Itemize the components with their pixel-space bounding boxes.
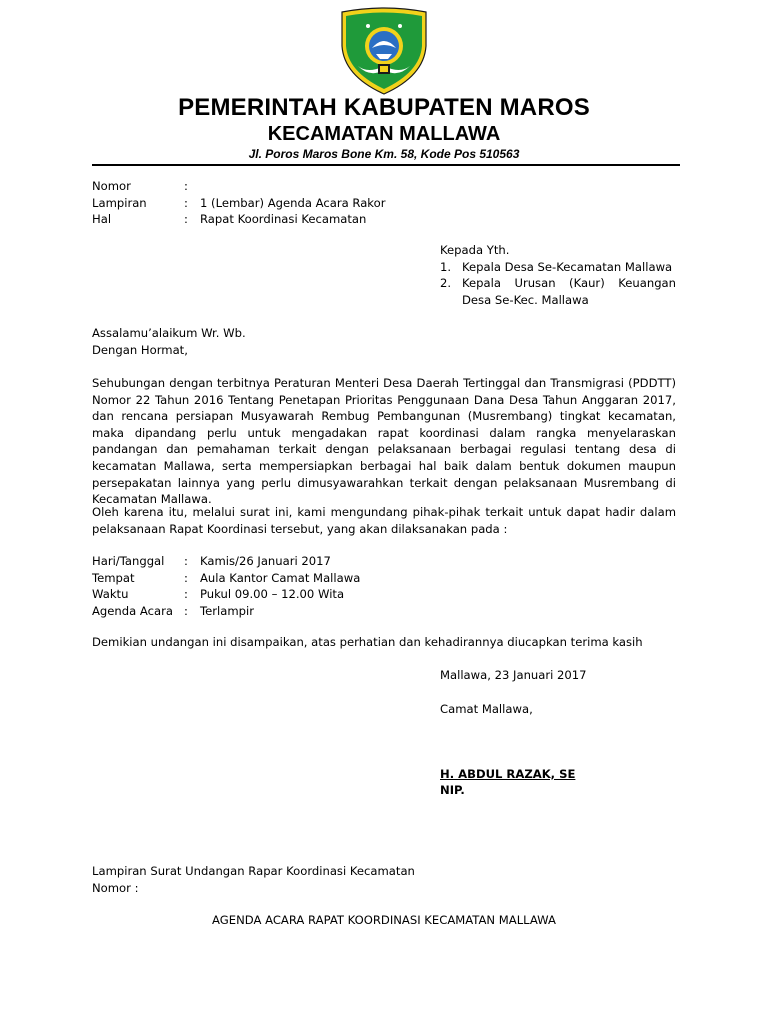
schedule-row	[92, 553, 492, 570]
meta-row-hal	[92, 211, 492, 228]
hormat-line: Dengan Hormat,	[92, 342, 188, 357]
meta-row-nomor	[92, 178, 492, 195]
colon: :	[184, 603, 188, 618]
schedule-label: Tempat	[92, 570, 135, 585]
schedule-label: Agenda Acara	[92, 603, 173, 618]
colon: :	[184, 195, 188, 210]
greeting	[92, 325, 682, 358]
recipients-heading: Kepada Yth.	[440, 243, 510, 257]
attachment-title: Lampiran Surat Undangan Rapar Koordinasi Kecamatan	[92, 864, 415, 878]
schedule-value: Terlampir	[200, 603, 254, 618]
letter-meta	[92, 178, 492, 228]
hal-label: Hal	[92, 212, 112, 227]
salam-line: Assalamu’alaikum Wr. Wb.	[92, 326, 246, 340]
hal-value: Rapat Koordinasi Kecamatan	[200, 212, 367, 227]
office-address: Jl. Poros Maros Bone Km. 58, Kode Pos 510563	[248, 147, 520, 161]
colon: :	[184, 570, 188, 585]
closing-sentence: Demikian undangan ini disampaikan, atas perhatian dan kehadirannya diucapkan terima kasih	[92, 635, 643, 649]
recipient-text-continued: Desa Se-Kec. Mallawa	[462, 292, 589, 307]
signature-role: Camat Mallawa,	[440, 702, 533, 716]
body-paragraph-1: Sehubungan dengan terbitnya Peraturan Menteri Desa Daerah Tertinggal dan Transmigrasi (PDDTT) Nomor 22 Tahun 2016 Tentang Penetapan Prioritas Penggunaan Dana Desa Tahun Anggaran 2017, dan rencana persiapan Musyawarah Rembug Pembangunan (Musrembang) tingkat kecamatan, maka dipandang perlu untuk mengadakan rapat koordinasi dalam rangka menyelaraskan pandangan dan pemahaman terkait dengan pelaksanaan berbagai regulasi tentang desa di kecamatan Mallawa, serta mempersiapkan berbagai hal baik dalam bentuk dokumen maupun persepakatan lainnya yang perlu dimusyawarahkan terkait dengan pelaksanaan Musrembang di Kecamatan Mallawa.	[92, 376, 676, 507]
schedule-row	[92, 570, 492, 587]
schedule-value: Pukul 09.00 – 12.00 Wita	[200, 587, 345, 602]
recipient-number: 2.	[440, 276, 452, 291]
recipient-item	[440, 259, 676, 276]
schedule-row	[92, 603, 492, 620]
signatory-name: H. ABDUL RAZAK, SE	[440, 767, 576, 781]
signature-place-date: Mallawa, 23 Januari 2017	[440, 668, 587, 682]
recipient-text: Kepala Urusan (Kaur) Keuangan	[462, 276, 676, 291]
schedule-value: Kamis/26 Januari 2017	[200, 554, 331, 568]
schedule-row	[92, 586, 492, 603]
colon: :	[184, 212, 188, 227]
nomor-label: Nomor	[92, 179, 131, 193]
body-paragraph-2: Oleh karena itu, melalui surat ini, kami mengundang pihak-pihak terkait untuk dapat hadir dalam pelaksanaan Rapat Koordinasi tersebut, yang akan dilaksanakan pada :	[92, 505, 676, 536]
signatory-nip: NIP.	[440, 783, 465, 797]
attachment-number: Nomor :	[92, 880, 139, 895]
schedule-label: Waktu	[92, 587, 129, 602]
recipient-item	[440, 275, 676, 308]
district-title: KECAMATAN MALLAWA	[267, 123, 501, 145]
agenda-title: AGENDA ACARA RAPAT KOORDINASI KECAMATAN MALLAWA	[212, 913, 556, 927]
schedule-value: Aula Kantor Camat Mallawa	[200, 570, 361, 585]
recipient-text: Kepala Desa Se-Kecamatan Mallawa	[462, 259, 673, 274]
lampiran-label: Lampiran	[92, 195, 147, 210]
colon: :	[184, 554, 188, 568]
meta-row-lampiran	[92, 195, 492, 212]
schedule-label: Hari/Tanggal	[92, 554, 165, 568]
recipient-number: 1.	[440, 259, 452, 274]
letterhead-divider	[92, 164, 680, 166]
attachment-header	[92, 863, 682, 896]
colon: :	[184, 179, 188, 193]
lampiran-value: 1 (Lembar) Agenda Acara Rakor	[200, 195, 386, 210]
schedule-block	[92, 553, 492, 619]
government-title: PEMERINTAH KABUPATEN MAROS	[178, 94, 590, 121]
maros-regency-coat-of-arms-icon	[336, 6, 432, 98]
recipients-block	[440, 242, 676, 308]
colon: :	[184, 587, 188, 602]
